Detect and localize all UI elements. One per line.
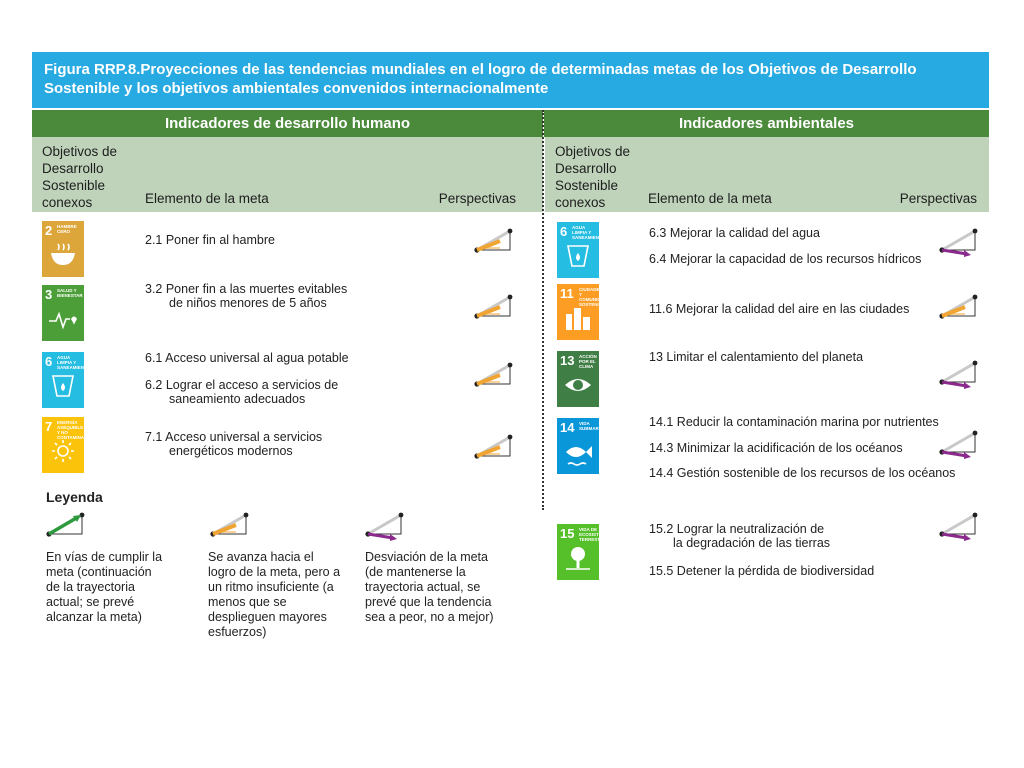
trend-deviation-icon: [937, 508, 981, 542]
left-column-headers: [32, 137, 543, 212]
sdg-number: 7: [45, 419, 53, 434]
sdg-caption: ENERGÍA ASEQUIBLE Y NO CONTAMINANTE: [57, 420, 94, 440]
legend-line: un ritmo insuficiente (a: [208, 580, 334, 594]
legend-line: (de mantenerse la: [365, 565, 466, 579]
legend-line: prevé que la tendencia: [365, 595, 492, 609]
target-item: [649, 252, 921, 266]
target-item: [649, 415, 939, 429]
target-line: energéticos modernos: [169, 444, 293, 458]
legend-line: logro de la meta, pero a: [208, 565, 341, 579]
eye-globe-icon: [564, 373, 592, 399]
left-col-meta-label: Elemento de la meta: [145, 191, 269, 206]
trend-on-track-icon: [44, 508, 88, 542]
sdg-tile-2: [42, 221, 84, 277]
target-line: 14.3 Minimizar la acidificación de los océanos: [649, 441, 903, 455]
legend-text-area: [0, 540, 540, 639]
sdg-tile-6: [42, 352, 91, 408]
target-line: 14.1 Reducir la contaminación marina por nutrientes: [649, 415, 939, 429]
legend-line: de la trayectoria: [46, 580, 135, 594]
water-icon: [564, 244, 592, 270]
tree-icon: [564, 546, 592, 572]
sdg-number: 14: [560, 420, 575, 435]
col-sdg-line: conexos: [42, 195, 93, 210]
target-item: [145, 351, 349, 365]
sdg-caption: VIDA DE ECOSISTEMAS TERRESTRES: [579, 527, 612, 542]
sdg-caption: HAMBRE CERO: [57, 224, 77, 234]
target-line: 6.1 Acceso universal al agua potable: [145, 351, 349, 365]
sdg-caption: CIUDADES Y COMUNIDADES SOSTENIBLES: [579, 287, 614, 307]
col-sdg-line: Sostenible: [42, 178, 106, 193]
legend-line: menos que se: [208, 595, 287, 609]
sdg-number: 15: [560, 526, 575, 541]
target-line: 14.4 Gestión sostenible de los recursos de los océanos: [649, 466, 956, 480]
target-line: la degradación de las tierras: [673, 536, 831, 550]
target-line: 6.3 Mejorar la calidad del agua: [649, 226, 820, 240]
sdg-caption: ACCIÓN POR EL CLIMA: [579, 354, 597, 369]
target-line: 7.1 Acceso universal a servicios: [145, 430, 323, 444]
col-sdg-line: Sostenible: [555, 178, 619, 193]
sdg-tile-15: [557, 524, 612, 580]
trend-deviation-icon: [363, 508, 407, 542]
target-item: [649, 302, 909, 316]
sdg-number: 3: [45, 287, 53, 302]
legend-line: En vías de cumplir la: [46, 550, 163, 564]
legend-line: actual; se prevé: [46, 595, 135, 609]
target-item: [649, 466, 955, 480]
target-line: 3.2 Poner fin a las muertes evitables: [145, 282, 348, 296]
target-line: 6.4 Mejorar la capacidad de los recursos hídricos: [649, 252, 922, 266]
sdg-caption: VIDA SUBMARINA: [579, 421, 607, 431]
sdg-number: 2: [45, 223, 53, 238]
right-col-persp-label: Perspectivas: [899, 191, 977, 206]
col-sdg-line: conexos: [555, 195, 606, 210]
target-item: [145, 233, 275, 247]
target-item: [145, 430, 322, 458]
legend-line: desplieguen mayores: [208, 610, 327, 624]
target-item: [649, 350, 863, 364]
right-col-sdg-label: [555, 143, 630, 211]
sdg-tile-3: [42, 285, 84, 341]
trend-insufficient-icon: [472, 224, 516, 258]
legend-line: Desviación de la meta: [365, 550, 488, 564]
right-col-meta-label: Elemento de la meta: [648, 191, 772, 206]
col-sdg-line: Desarrollo: [555, 161, 617, 176]
left-col-persp-label: Perspectivas: [438, 191, 516, 206]
legend-title: Leyenda: [46, 489, 103, 505]
sdg-caption: SALUD Y BIENESTAR: [57, 288, 83, 298]
water-icon: [49, 374, 77, 400]
trend-insufficient-icon: [937, 290, 981, 324]
fish-icon: [564, 440, 592, 466]
sdg-number: 11: [560, 286, 574, 301]
col-sdg-line: Objetivos de: [42, 144, 118, 159]
col-sdg-line: Objetivos de: [555, 144, 631, 159]
heartbeat-icon: [49, 307, 77, 333]
left-col-sdg-label: [42, 143, 117, 211]
city-icon: [564, 306, 592, 332]
trend-deviation-icon: [937, 356, 981, 390]
legend-line: Se avanza hacia el: [208, 550, 314, 564]
target-line: de niños menores de 5 años: [169, 296, 327, 310]
target-item: [649, 441, 903, 455]
target-line: 11.6 Mejorar la calidad del aire en las ciudades: [649, 302, 910, 316]
sdg-tile-14: [557, 418, 607, 474]
sun-icon: [49, 439, 77, 465]
trend-insufficient-icon: [472, 290, 516, 324]
legend-line: trayectoria actual, se: [365, 580, 481, 594]
target-line: 2.1 Poner fin al hambre: [145, 233, 275, 247]
trend-deviation-icon: [937, 224, 981, 258]
legend-line: alcanzar la meta): [46, 610, 142, 624]
target-item: [649, 226, 820, 240]
figure-title-line1: Figura RRP.8.Proyecciones de las tendencias mundiales en el logro de determinadas metas de los Objetivos de Desarrollo: [44, 61, 917, 78]
target-item: [145, 378, 338, 406]
target-line: 13 Limitar el calentamiento del planeta: [649, 350, 864, 364]
legend-line: meta (continuación: [46, 565, 152, 579]
figure-title-line2: Sostenible y los objetivos ambientales convenidos internacionalmente: [44, 80, 549, 97]
trend-insufficient-icon: [208, 508, 252, 542]
section-divider: [542, 110, 544, 510]
legend-line: sea a peor, no a mejor): [365, 610, 494, 624]
sdg-number: 6: [560, 224, 568, 239]
sdg-number: 13: [560, 353, 575, 368]
target-line: 6.2 Lograr el acceso a servicios de: [145, 378, 339, 392]
legend-description-deviation: [365, 550, 494, 625]
figure-title-bar: [32, 52, 989, 108]
right-section-header: Indicadores ambientales: [544, 110, 989, 137]
trend-insufficient-icon: [472, 358, 516, 392]
sdg-tile-11: [557, 284, 614, 340]
target-item: [649, 564, 874, 578]
sdg-caption: AGUA LIMPIA Y SANEAMIENTO: [57, 355, 91, 370]
trend-insufficient-icon: [472, 430, 516, 464]
right-column-headers: [545, 137, 989, 212]
legend-line: esfuerzos): [208, 625, 267, 639]
left-section-header: Indicadores de desarrollo humano: [32, 110, 543, 137]
sdg-number: 6: [45, 354, 53, 369]
trend-deviation-icon: [937, 426, 981, 460]
sdg-tile-6: [557, 222, 606, 278]
target-item: [649, 522, 830, 550]
sdg-tile-7: [42, 417, 94, 473]
bowl-icon: [49, 243, 77, 269]
sdg-caption: AGUA LIMPIA Y SANEAMIENTO: [572, 225, 606, 240]
col-sdg-line: Desarrollo: [42, 161, 104, 176]
legend-description-on-track: [46, 550, 162, 625]
sdg-tile-13: [557, 351, 599, 407]
target-line: 15.5 Detener la pérdida de biodiversidad: [649, 564, 875, 578]
target-line: 15.2 Lograr la neutralización de: [649, 522, 825, 536]
target-line: saneamiento adecuados: [169, 392, 306, 406]
legend-description-insufficient: [208, 550, 340, 640]
target-item: [145, 282, 347, 310]
